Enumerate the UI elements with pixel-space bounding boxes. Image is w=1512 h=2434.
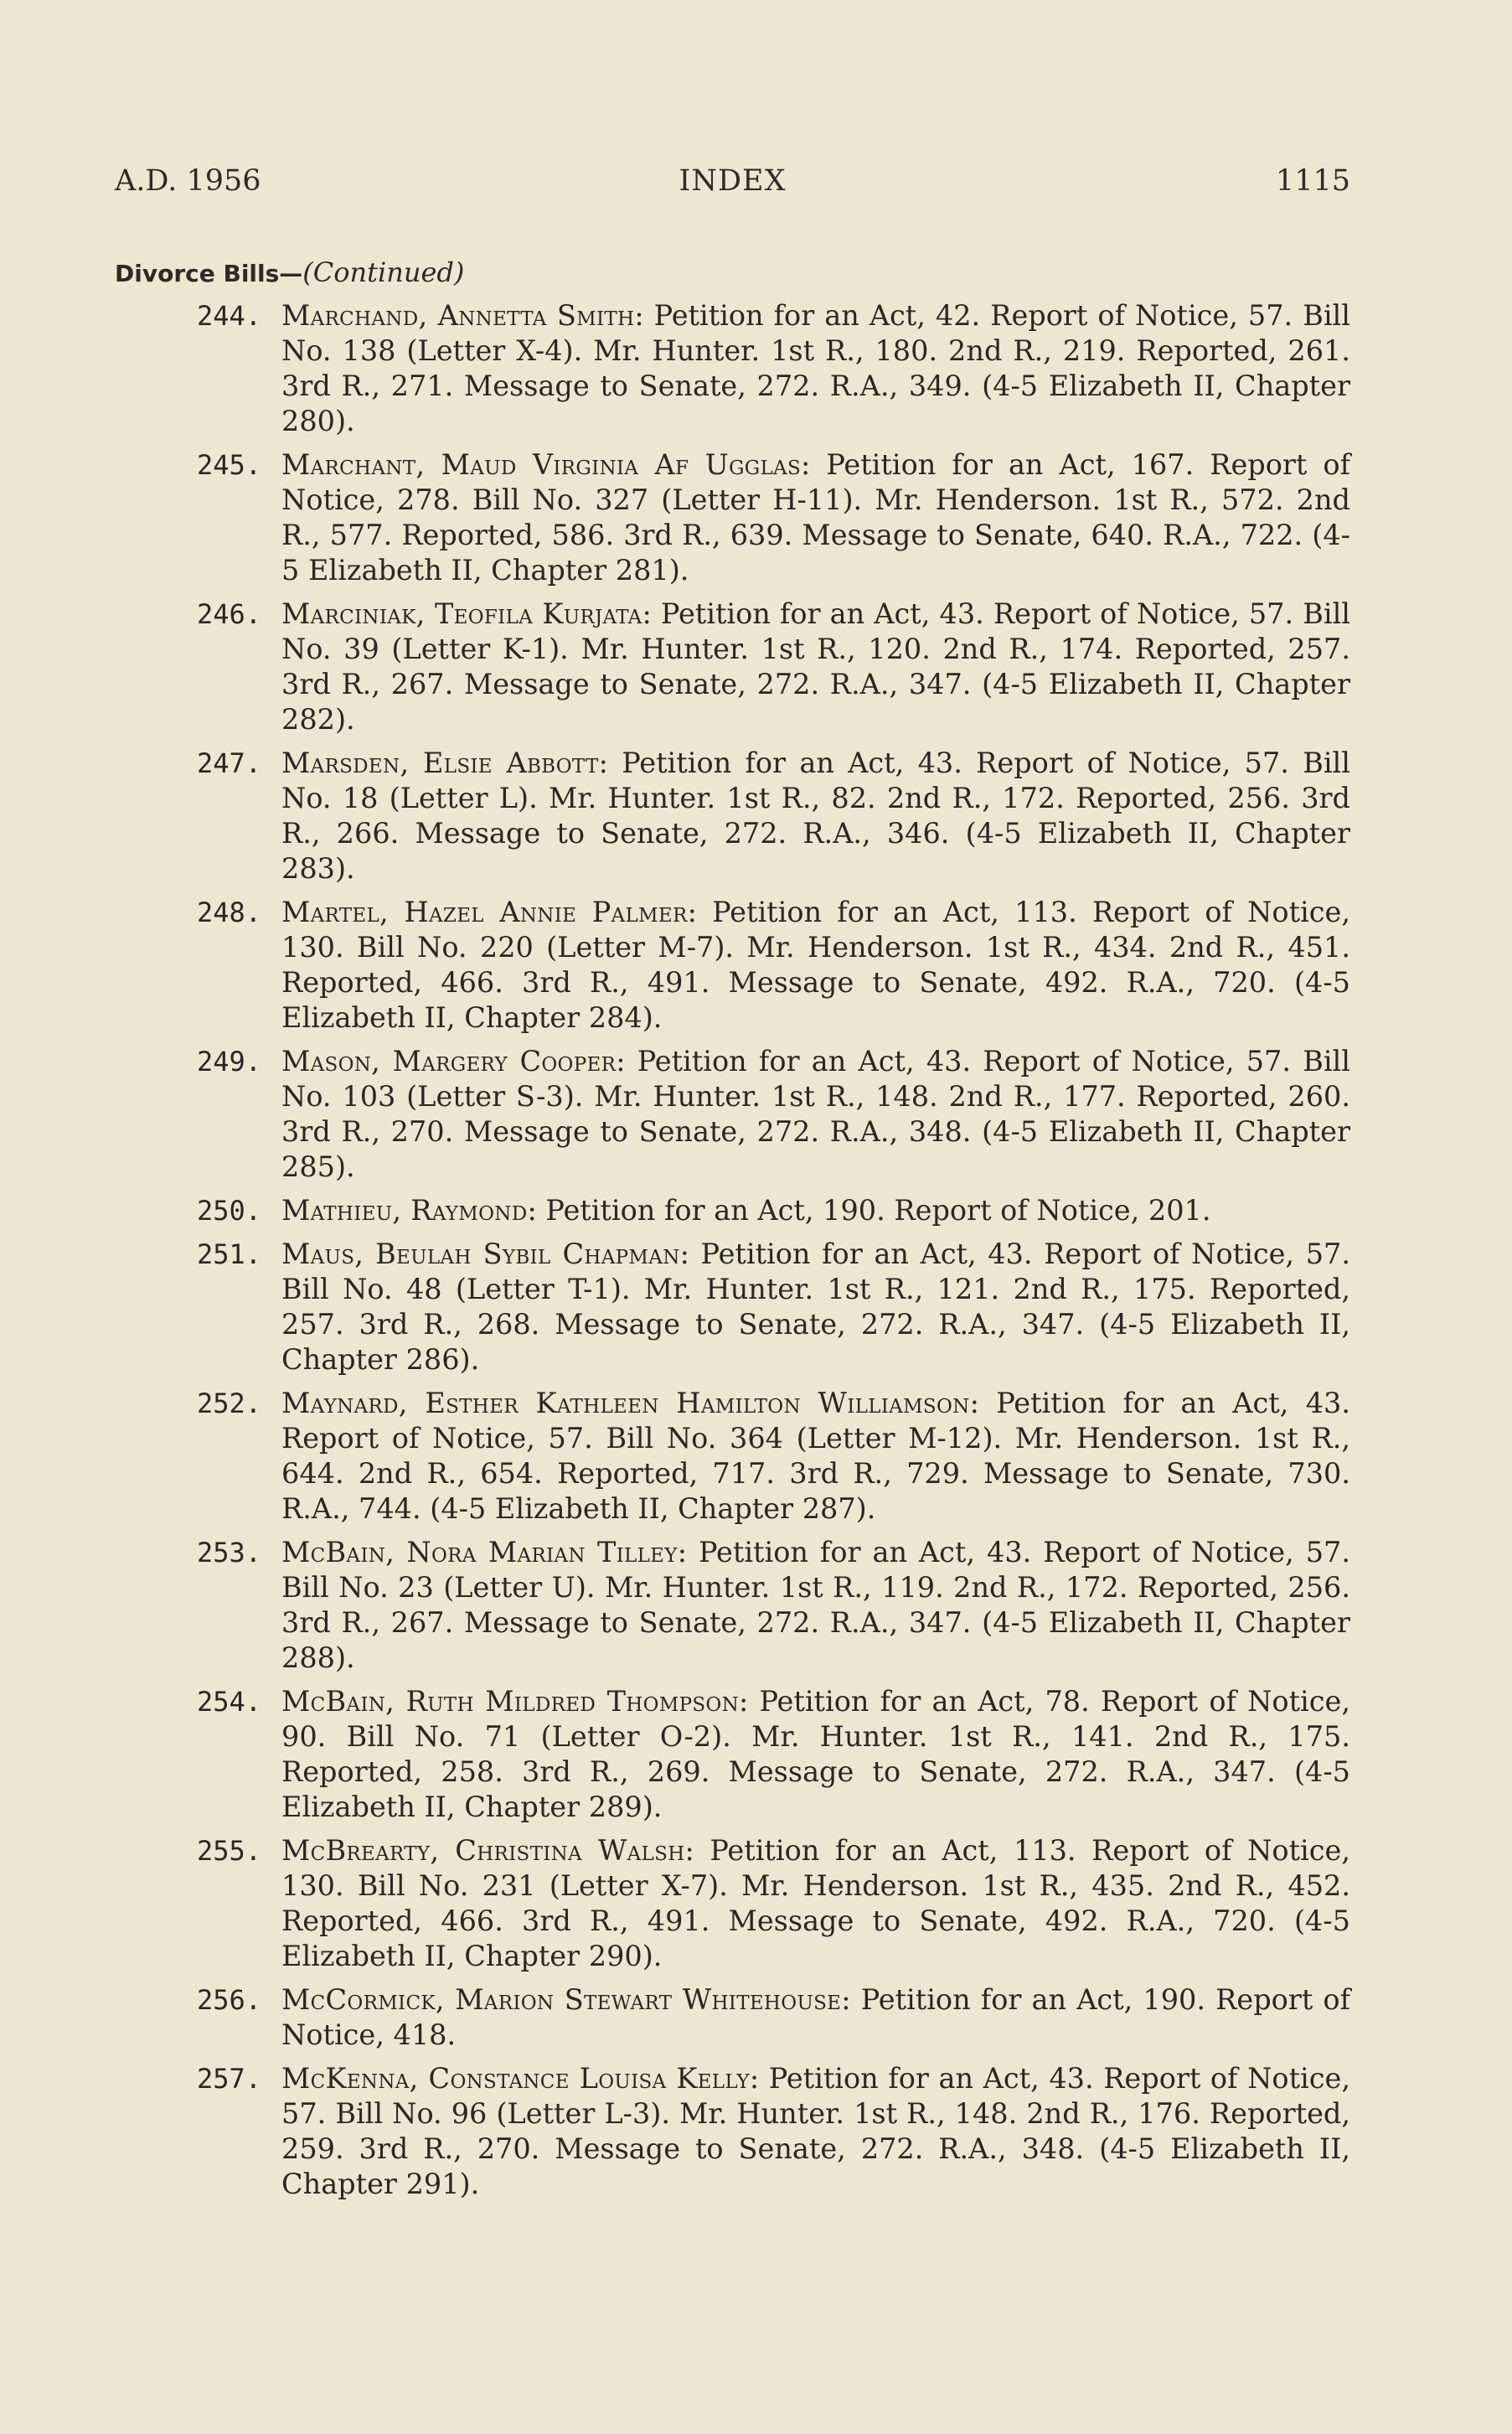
section-continued: (Continued) [302,256,465,288]
index-entry [197,895,1350,1036]
entry-name: Marciniak, Teofila Kurjata [281,597,642,630]
entry-text: : Petition for an Act, 113. Report of Notice, 130. Bill No. 231 (Letter X-7). Mr. Henderson. 1st R., 435. 2nd R., 452. Reported, 466. 3rd R., 491. Message to Senate, 492. R.A., 720. (4-5 Elizabeth II, Chapter 290). [281,1834,1350,1972]
entry-name: Mathieu, Raymond [281,1194,528,1227]
entry-text: : Petition for an Act, 113. Report of Notice, 130. Bill No. 220 (Letter M-7). Mr. Henderson. 1st R., 434. 2nd R., 451. Reported, 466. 3rd R., 491. Message to Senate, 492. R.A., 720. (4-5 Elizabeth II, Chapter 284). [281,896,1350,1034]
entry-name: Marchand, Annetta Smith [281,299,635,332]
entry-text: : Petition for an Act, 190. Report of Notice, 418. [281,1983,1350,2051]
entry-number: 252. [197,1388,262,1419]
entry-number: 244. [197,300,262,332]
entry-name: Marsden, Elsie Abbott [281,747,599,779]
entry-text: : Petition for an Act, 78. Report of Notice, 90. Bill No. 71 (Letter O-2). Mr. Hunter. 1st R., 141. 2nd R., 175. Reported, 258. 3rd R., 269. Message to Senate, 272. R.A., 347. (4-5 Elizabeth II, Chapter 289). [281,1685,1350,1823]
index-entry [197,1044,1350,1185]
entry-number: 245. [197,449,262,481]
entry-number: 256. [197,1984,262,2016]
index-entry [197,1982,1350,2053]
entry-name: McBain, Ruth Mildred Thompson [281,1685,739,1718]
entry-number: 255. [197,1835,262,1867]
entry-number: 251. [197,1238,262,1270]
index-entry [197,597,1350,737]
entry-name: Marchant, Maud Virginia Af Ugglas [281,448,802,481]
entry-name: Maus, Beulah Sybil Chapman [281,1238,680,1270]
index-entry [197,447,1350,588]
entry-number: 249. [197,1046,262,1077]
section-heading [115,256,464,288]
header-year: A.D. 1956 [115,164,261,198]
index-entry [197,1684,1350,1825]
entry-name: McBrearty, Christina Walsh [281,1834,685,1867]
entry-number: 253. [197,1537,262,1568]
index-entry [197,2061,1350,2202]
entry-text: : Petition for an Act, 167. Report of Notice, 278. Bill No. 327 (Letter H-11). Mr. Henderson. 1st R., 572. 2nd R., 577. Reported, 586. 3rd R., 639. Message to Senate, 640. R.A., 722. (4-5 Elizabeth II, Chapter 281). [281,448,1351,587]
entry-name: Mason, Margery Cooper [281,1045,617,1077]
section-title: Divorce Bills— [115,260,303,287]
entry-text: : Petition for an Act, 43. Report of Notice, 57. Bill No. 39 (Letter K-1). Mr. Hunter. 1st R., 120. 2nd R., 174. Reported, 257. 3rd R., 267. Message to Senate, 272. R.A., 347. (4-5 Elizabeth II, Chapter 282). [281,597,1351,736]
entry-number: 254. [197,1686,262,1718]
entry-text: : Petition for an Act, 43. Report of Notice, 57. Bill No. 48 (Letter T-1). Mr. Hunter. 1st R., 121. 2nd R., 175. Reported, 257. 3rd R., 268. Message to Senate, 272. R.A., 347. (4-5 Elizabeth II, Chapter 286). [281,1238,1350,1376]
entry-text: : Petition for an Act, 43. Report of Notice, 57. Bill No. 103 (Letter S-3). Mr. Hunter. 1st R., 148. 2nd R., 177. Reported, 260. 3rd R., 270. Message to Senate, 272. R.A., 348. (4-5 Elizabeth II, Chapter 285). [281,1045,1350,1183]
entry-name: Maynard, Esther Kathleen Hamilton Williamson [281,1387,970,1419]
running-head [115,164,1350,206]
page-number: 1115 [1275,164,1350,198]
index-entry [197,1833,1350,1974]
entry-name: McCormick, Marion Stewart Whitehouse [281,1983,842,2016]
index-entry [197,298,1350,439]
entry-name: McBain, Nora Marian Tilley [281,1536,678,1568]
header-title: INDEX [679,164,787,198]
entry-text: : Petition for an Act, 42. Report of Notice, 57. Bill No. 138 (Letter X-4). Mr. Hunter. 1st R., 180. 2nd R., 219. Reported, 261. 3rd R., 271. Message to Senate, 272. R.A., 349. (4-5 Elizabeth II, Chapter 280). [281,299,1350,437]
entry-text: : Petition for an Act, 43. Report of Notice, 57. Bill No. 23 (Letter U). Mr. Hunter. 1st R., 119. 2nd R., 172. Reported, 256. 3rd R., 267. Message to Senate, 272. R.A., 347. (4-5 Elizabeth II, Chapter 288). [281,1536,1350,1674]
entry-name: Martel, Hazel Annie Palmer [281,896,688,928]
index-entry [197,1386,1350,1527]
entry-text: : Petition for an Act, 43. Report of Notice, 57. Bill No. 18 (Letter L). Mr. Hunter. 1st R., 82. 2nd R., 172. Reported, 256. 3rd R., 266. Message to Senate, 272. R.A., 346. (4-5 Elizabeth II, Chapter 283). [281,747,1350,885]
index-entry [197,1237,1350,1377]
entry-text: : Petition for an Act, 190. Report of Notice, 201. [527,1194,1211,1227]
index-entry [197,1535,1350,1676]
entry-text: : Petition for an Act, 43. Report of Notice, 57. Bill No. 96 (Letter L-3). Mr. Hunter. 1st R., 148. 2nd R., 176. Reported, 259. 3rd R., 270. Message to Senate, 272. R.A., 348. (4-5 Elizabeth II, Chapter 291). [281,2062,1350,2200]
index-entry [197,1193,1350,1228]
index-entry [197,746,1350,886]
index-entries [197,298,1350,2210]
entry-text: : Petition for an Act, 43. Report of Notice, 57. Bill No. 364 (Letter M-12). Mr. Henderson. 1st R., 644. 2nd R., 654. Reported, 717. 3rd R., 729. Message to Senate, 730. R.A., 744. (4-5 Elizabeth II, Chapter 287). [281,1387,1351,1525]
entry-number: 247. [197,747,262,779]
entry-number: 248. [197,897,262,928]
entry-name: McKenna, Constance Louisa Kelly [281,2062,750,2095]
entry-number: 246. [197,598,262,630]
entry-number: 257. [197,2063,262,2095]
entry-number: 250. [197,1195,262,1227]
